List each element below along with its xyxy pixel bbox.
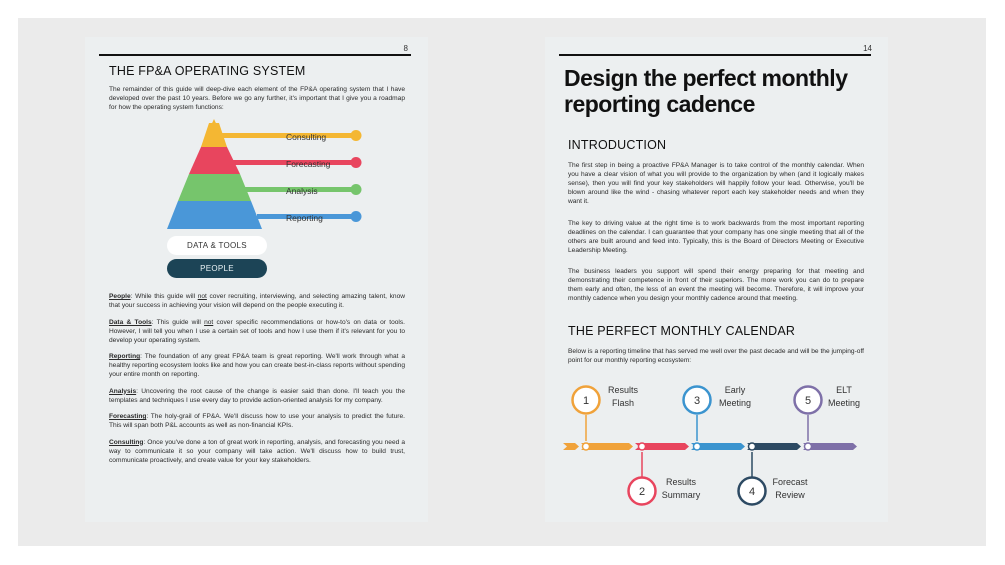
milestone-4-label-line2: Review: [775, 490, 805, 500]
dot-consulting: [351, 130, 362, 141]
intro-paragraph-3: The business leaders you support will spend their energy preparing for that meeting and demonstrating their competence in front of their superiors. The more work you can do to prepare them early and often, the less of an event the meeting will become. Therefore, it will improve your monthly cadence when you design your monthly cadence around that meeting.: [568, 268, 864, 302]
page-8: [85, 37, 428, 522]
page-number: 14: [863, 44, 872, 53]
milestone-4-label-line1: Forecast: [772, 477, 808, 487]
operating-system-pyramid: [163, 119, 403, 231]
definition-consulting: Consulting: Once you've done a ton of great work in reporting, analysis, and forecasting you need a way to communicate it so your company will take action. We'll discuss how to build trust, communicate proactively, and create value for your key stakeholders.: [109, 438, 405, 464]
pyramid-level-forecasting: [189, 147, 240, 174]
milestone-5-number: 5: [804, 395, 812, 407]
milestone-3-label-line1: Early: [724, 385, 746, 395]
section-heading: THE FP&A OPERATING SYSTEM: [109, 64, 306, 78]
definition-people: People: While this guide will not cover recruiting, interviewing, and selecting amazing talent, know that your success in achieving your vision will depend on the people executing it.: [109, 293, 406, 309]
definition-reporting: Reporting: The foundation of any great FP&A team is great reporting. We'll work through what a healthy reporting ecosystem looks like and how you can create best-in-class reports without spending your entire month on reporting.: [109, 353, 405, 378]
milestone-1-label-line2: Flash: [611, 398, 635, 408]
people-pill: PEOPLE: [167, 259, 267, 278]
timeline-arrow-start: [563, 443, 579, 450]
dot-forecasting: [351, 157, 362, 168]
top-rule: [559, 54, 871, 56]
page-14: [545, 37, 888, 522]
milestone-4-dot: [749, 443, 756, 450]
milestone-2-number: 2: [638, 486, 646, 498]
dot-reporting: [351, 211, 362, 222]
milestone-3-dot: [694, 443, 701, 450]
milestone-3-label-line2: Meeting: [718, 398, 752, 408]
milestone-2-dot: [639, 443, 646, 450]
pyramid-label-forecasting: Forecasting: [286, 159, 331, 169]
pyramid-label-analysis: Analysis: [286, 186, 318, 196]
milestone-5-label-line2: Meeting: [827, 398, 861, 408]
introduction-heading: INTRODUCTION: [568, 138, 667, 152]
top-rule: [99, 54, 411, 56]
milestone-5-label-line1: ELT: [836, 385, 852, 395]
pyramid-label-consulting: Consulting: [286, 132, 327, 142]
milestone-5-dot: [805, 443, 812, 450]
pyramid-level-reporting: [167, 201, 262, 229]
definition-data-tools: Data & Tools: This guide will not cover specific recommendations or how-to's on data or tools. However, I will tell you when I use a certain set of tools and how I use them if it's relevant for you to develop your operating system.: [109, 318, 405, 344]
calendar-intro: Below is a reporting timeline that has served me well over the past decade and will be the jumping-off point for our monthly reporting ecosystem:: [568, 348, 864, 364]
intro-paragraph-1: The first step in being a proactive FP&A Manager is to take control of the monthly calendar. When you have a clear vision of what you will provide to the organization by when (and it logically makes sense), then you will find your key stakeholders will happily follow your lead. Otherwise, you'll be blown around like the wind - chasing whatever report each key stakeholder needs and when they want it.: [568, 162, 864, 205]
pyramid-label-reporting: Reporting: [286, 213, 323, 223]
definition-analysis: Analysis: Uncovering the root cause of the change is easier said than done. I'll teach you the templates and techniques I use every day to provide action-oriented analysis for my company.: [109, 387, 405, 404]
milestone-3-number: 3: [693, 395, 701, 407]
milestone-1-number: 1: [582, 395, 590, 407]
milestone-4-number: 4: [748, 486, 756, 498]
pyramid-level-analysis: [178, 174, 251, 201]
intro-paragraph: The remainder of this guide will deep-dive each element of the FP&A operating system that I have developed over the past 10 years. Before we go any further, it's important that I give you a roadmap for how the operating system functions:: [109, 86, 405, 111]
milestone-1-label-line1: Results: [607, 385, 639, 395]
calendar-heading: THE PERFECT MONTHLY CALENDAR: [568, 324, 796, 338]
data-and-tools-pill: DATA & TOOLS: [167, 236, 267, 255]
definition-forecasting: Forecasting: The holy-grail of FP&A. We'll discuss how to use your analysis to predict the future. This will span both P&L accounts as well as non-financial KPIs.: [109, 413, 405, 429]
milestone-2-label-line2: Summary: [661, 490, 701, 500]
dot-analysis: [351, 184, 362, 195]
intro-paragraph-2: The key to driving value at the right time is to work backwards from the most important reporting deadlines on the calendar. I can guarantee that your company has one single meeting that all of the others are built around and feed into. Typically, this is the Board of Directors Meeting or Executive Leadership Meeting.: [568, 220, 864, 254]
chapter-title: Design the perfect monthly reporting cadence: [564, 65, 848, 117]
monthly-timeline: [559, 377, 874, 509]
milestone-2-label-line1: Results: [665, 477, 697, 487]
page-number: 8: [403, 44, 408, 53]
milestone-1-dot: [583, 443, 590, 450]
definitions: [109, 292, 405, 472]
